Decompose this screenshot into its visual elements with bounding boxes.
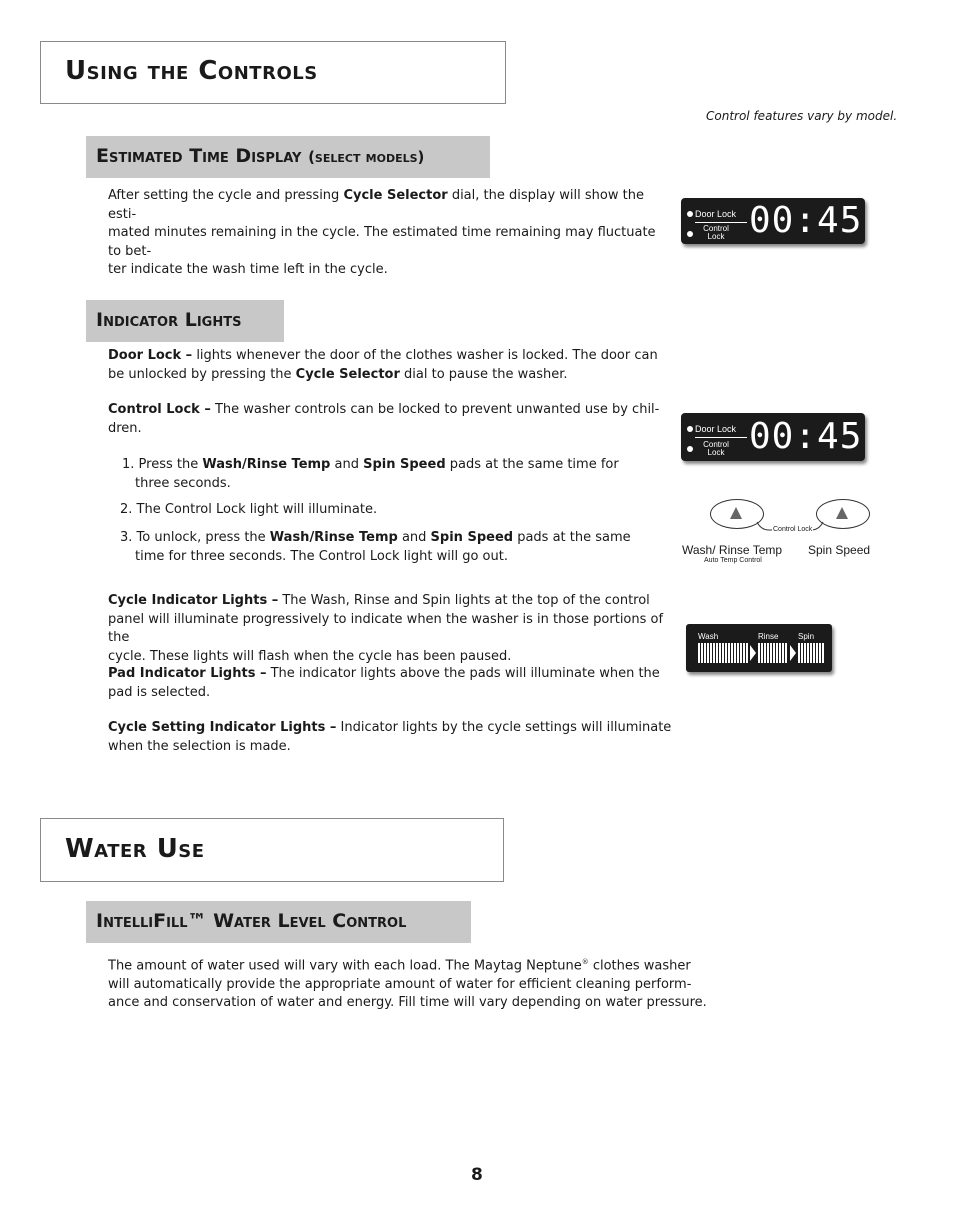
door-lock-label: Door Lock — [695, 209, 737, 219]
etd-paragraph — [108, 187, 668, 280]
etd-line-2: mated minutes remaining in the cycle. The estimated time remaining may fluctuate to bet- — [108, 225, 656, 259]
auto-temp-label: Auto Temp Control — [704, 557, 762, 564]
water-paragraph: The amount of water used will vary with each load. The Maytag Neptune® clothes washer will automatically provide the appropriate amount of water for efficient cleaning perform- ance and conservation of water and energy. Fill time will vary depending on water pressure. — [108, 958, 707, 1011]
spin-label: Spin — [798, 632, 815, 641]
rinse-progress-bars — [758, 643, 787, 663]
control-lock-indicator — [687, 446, 693, 452]
control-lock-label: Control Lock — [703, 440, 729, 457]
rinse-label: Rinse — [758, 632, 779, 641]
wash-progress-bars — [698, 643, 748, 663]
divider — [695, 222, 747, 223]
control-lock-label: Control Lock — [703, 224, 729, 241]
up-arrow-icon — [730, 507, 742, 519]
spin-progress-bars — [798, 643, 824, 663]
time-readout: 00:45 — [749, 416, 863, 457]
water-use-title-box — [40, 818, 504, 882]
door-lock-label: Door Lock — [695, 424, 737, 434]
door-lock-indicator — [687, 211, 693, 217]
divider — [695, 437, 747, 438]
chapter-title: Using the Controls — [65, 56, 318, 86]
step-1: 1. Press the Wash/Rinse Temp and Spin Speed pads at the same time for three seconds. — [122, 457, 619, 491]
wash-rinse-temp-label: Wash/ Rinse Temp — [682, 543, 783, 557]
water-use-title: Water Use — [65, 834, 205, 864]
cycle-indicator-panel — [686, 624, 832, 672]
step-2: 2. The Control Lock light will illuminate. — [120, 502, 378, 517]
door-lock-paragraph: Door Lock – lights whenever the door of the clothes washer is locked. The door can be unlocked by pressing the Cycle Selector dial to pause the washer. — [108, 348, 658, 382]
page-number: 8 — [471, 1165, 483, 1185]
section-bar-etd — [86, 136, 490, 178]
section-title-intellifill: IntelliFill™ Water Level Control — [96, 910, 407, 932]
section-bar-indicator — [86, 300, 284, 342]
etd-line-1: After setting the cycle and pressing Cycle Selector dial, the display will show the esti- — [108, 188, 644, 222]
time-display-2 — [681, 413, 865, 461]
model-note: Control features vary by model. — [706, 109, 898, 123]
arrow-icon — [750, 645, 756, 661]
arrow-icon — [790, 645, 796, 661]
control-lock-pad-label: Control Lock — [773, 526, 813, 533]
spin-speed-label: Spin Speed — [808, 543, 871, 557]
wash-label: Wash — [698, 632, 719, 641]
section-title-etd — [96, 145, 424, 167]
etd-subtitle: (select models) — [308, 148, 425, 166]
control-lock-paragraph: Control Lock – The washer controls can be locked to prevent unwanted use by chil- dren. — [108, 402, 660, 436]
etd-title: Estimated Time Display — [96, 145, 302, 167]
control-lock-indicator — [687, 231, 693, 237]
section-title-indicator: Indicator Lights — [96, 309, 242, 331]
door-lock-indicator — [687, 426, 693, 432]
pad-indicator-paragraph: Pad Indicator Lights – The indicator lights above the pads will illuminate when the pad is selected. — [108, 666, 660, 700]
etd-line-3: ter indicate the wash time left in the cycle. — [108, 262, 388, 277]
section-bar-intellifill — [86, 901, 471, 943]
step-3: 3. To unlock, press the Wash/Rinse Temp and Spin Speed pads at the same time for three seconds. The Control Lock light will go out. — [120, 530, 631, 564]
time-readout: 00:45 — [749, 200, 863, 241]
setting-indicator-paragraph: Cycle Setting Indicator Lights – Indicator lights by the cycle settings will illuminate when the selection is made. — [108, 720, 672, 754]
time-display-1 — [681, 198, 865, 244]
cycle-indicator-paragraph: Cycle Indicator Lights – The Wash, Rinse and Spin lights at the top of the control panel will illuminate progressively to indicate when the washer is in those portions of the cycle. These lights will flash when the cycle has been paused. — [108, 593, 664, 664]
up-arrow-icon — [836, 507, 848, 519]
chapter-title-box — [40, 41, 506, 104]
